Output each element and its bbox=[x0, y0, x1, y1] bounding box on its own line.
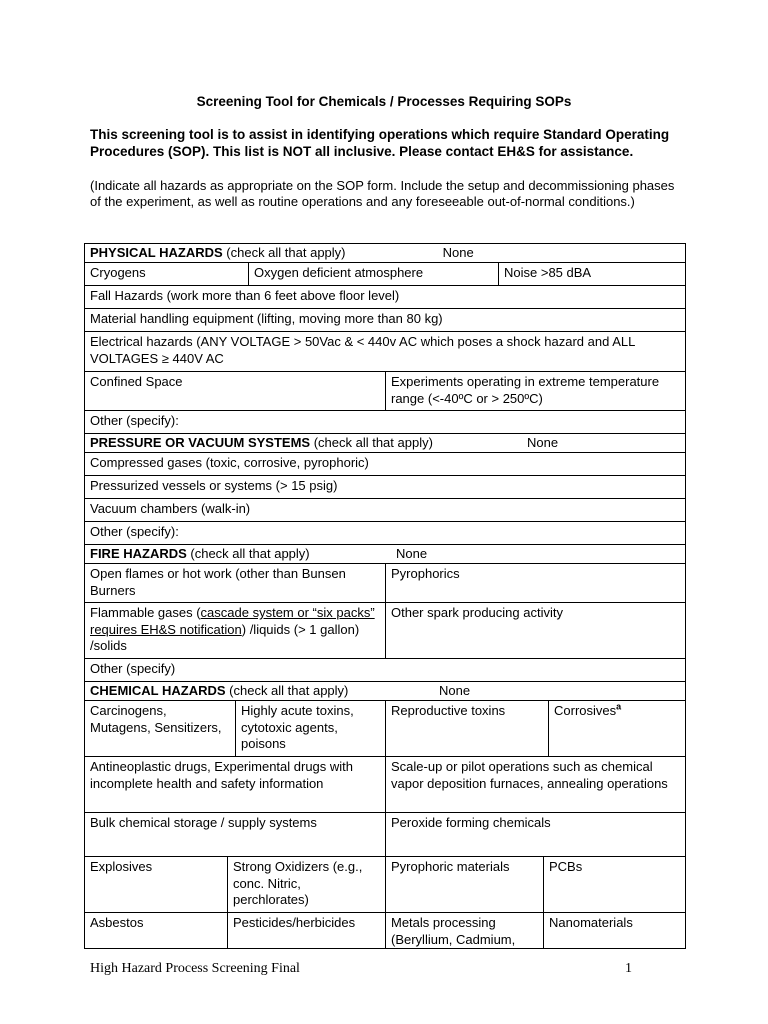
physical-hazards-header bbox=[85, 244, 685, 263]
table-row bbox=[85, 701, 685, 757]
table-row bbox=[85, 813, 685, 857]
eh-s-notification-note: cascade system or “six packs” requires EH&S notification bbox=[90, 605, 375, 637]
corrosives-option[interactable]: Corrosives$^a$ bbox=[548, 701, 685, 756]
fire-hazards-qualifier: (check all that apply) bbox=[186, 546, 310, 561]
table-row bbox=[85, 499, 685, 522]
fire-hazards-heading: FIRE HAZARDS bbox=[90, 546, 187, 561]
electrical-hazards-option[interactable]: Electrical hazards (ANY VOLTAGE > 50Vac & < 440v AC which poses a shock hazard and ALL VOLTAGES ≥ 440V AC bbox=[90, 334, 635, 366]
explosives-option[interactable]: Explosives bbox=[90, 859, 153, 874]
bulk-chemical-storage-option[interactable]: Bulk chemical storage / supply systems bbox=[90, 815, 317, 830]
footer-page-number: 1 bbox=[625, 961, 632, 976]
strong-oxidizers-option[interactable]: Strong Oxidizers (e.g., conc. Nitric, perchlorates) bbox=[227, 857, 385, 912]
antineoplastic-drugs-option[interactable]: Antineoplastic drugs, Experimental drugs with incomplete health and safety information bbox=[90, 759, 354, 791]
reproductive-toxins-option[interactable]: Reproductive toxins bbox=[385, 701, 548, 756]
table-row bbox=[85, 857, 685, 913]
table-row bbox=[85, 286, 685, 309]
fire-hazards-header bbox=[85, 545, 685, 564]
table-row bbox=[85, 913, 685, 949]
open-flames-option[interactable]: Open flames or hot work (other than Bunsen Burners bbox=[90, 566, 346, 598]
asbestos-option[interactable]: Asbestos bbox=[90, 915, 144, 930]
table-row bbox=[85, 659, 685, 682]
vacuum-chambers-option[interactable]: Vacuum chambers (walk-in) bbox=[90, 501, 251, 516]
extreme-temperature-option[interactable]: Experiments operating in extreme temperature range (<-40ºC or > 250ºC) bbox=[385, 372, 685, 410]
physical-hazards-qualifier: (check all that apply) bbox=[222, 245, 346, 260]
pyrophorics-option[interactable]: Pyrophorics bbox=[385, 564, 685, 602]
chemical-none-option[interactable]: None bbox=[439, 683, 471, 698]
cryogens-option[interactable]: Cryogens bbox=[90, 265, 146, 280]
table-row bbox=[85, 757, 685, 813]
table-row bbox=[85, 522, 685, 545]
peroxide-forming-option[interactable]: Peroxide forming chemicals bbox=[385, 813, 685, 856]
chemical-hazards-header bbox=[85, 682, 685, 701]
table-row bbox=[85, 263, 685, 286]
table-row bbox=[85, 332, 685, 372]
carcinogens-option[interactable]: Carcinogens, Mutagens, Sensitizers, bbox=[90, 703, 222, 735]
oxygen-deficient-option[interactable]: Oxygen deficient atmosphere bbox=[248, 263, 498, 285]
noise-option[interactable]: Noise >85 dBA bbox=[498, 263, 685, 285]
acute-toxins-option[interactable]: Highly acute toxins, cytotoxic agents, poisons bbox=[235, 701, 385, 756]
metals-processing-option[interactable]: Metals processing (Beryllium, Cadmium, bbox=[385, 913, 543, 949]
fall-hazards-option[interactable]: Fall Hazards (work more than 6 feet above floor level) bbox=[90, 288, 400, 303]
pesticides-option[interactable]: Pesticides/herbicides bbox=[227, 913, 385, 949]
chemical-hazards-qualifier: (check all that apply) bbox=[225, 683, 349, 698]
table-row bbox=[85, 603, 685, 659]
fire-other-option[interactable]: Other (specify) bbox=[90, 661, 176, 676]
table-row bbox=[85, 309, 685, 332]
pressure-systems-header bbox=[85, 434, 685, 453]
table-row bbox=[85, 372, 685, 411]
pressure-none-option[interactable]: None bbox=[527, 435, 559, 450]
physical-other-option[interactable]: Other (specify): bbox=[90, 413, 179, 428]
pressure-systems-heading: PRESSURE OR VACUUM SYSTEMS bbox=[90, 435, 311, 450]
compressed-gases-option[interactable]: Compressed gases (toxic, corrosive, pyrophoric) bbox=[90, 455, 369, 470]
corrosives-footnote-marker: a bbox=[616, 701, 622, 712]
confined-space-option[interactable]: Confined Space bbox=[90, 374, 183, 389]
footer-document-name: High Hazard Process Screening Final bbox=[90, 961, 300, 976]
pyrophoric-materials-option[interactable]: Pyrophoric materials bbox=[385, 857, 543, 912]
pressure-systems-qualifier: (check all that apply) bbox=[310, 435, 433, 450]
physical-none-option[interactable]: None bbox=[439, 245, 474, 260]
nanomaterials-option[interactable]: Nanomaterials bbox=[543, 913, 685, 949]
scale-up-operations-option[interactable]: Scale-up or pilot operations such as chemical vapor deposition furnaces, annealing operations bbox=[385, 757, 685, 812]
physical-hazards-heading: PHYSICAL HAZARDS bbox=[90, 245, 223, 260]
material-handling-option[interactable]: Material handling equipment (lifting, moving more than 80 kg) bbox=[90, 311, 443, 326]
table-row bbox=[85, 476, 685, 499]
table-row bbox=[85, 564, 685, 603]
pressurized-vessels-option[interactable]: Pressurized vessels or systems (> 15 psig) bbox=[90, 478, 338, 493]
table-row bbox=[85, 453, 685, 476]
flammable-gases-option[interactable]: Flammable gases (cascade system or “six packs” requires EH&S notification) /liquids (> 1 gallon) /solids bbox=[90, 605, 375, 653]
instructions-note: (Indicate all hazards as appropriate on the SOP form. Include the setup and decommissioning phases of the experiment, as well as routine operations and any foreseeable out-of-normal conditions.) bbox=[90, 178, 675, 209]
pressure-other-option[interactable]: Other (specify): bbox=[90, 524, 179, 539]
screening-table bbox=[84, 243, 686, 949]
document-title: Screening Tool for Chemicals / Processes Requiring SOPs bbox=[196, 94, 572, 109]
pcbs-option[interactable]: PCBs bbox=[543, 857, 685, 912]
intro-text: This screening tool is to assist in identifying operations which require Standard Operating Procedures (SOP). This list is NOT all inclusive. Please contact EH&S for assistance. bbox=[90, 127, 670, 159]
spark-activity-option[interactable]: Other spark producing activity bbox=[385, 603, 685, 658]
fire-none-option[interactable]: None bbox=[396, 546, 428, 561]
table-row bbox=[85, 411, 685, 434]
chemical-hazards-heading: CHEMICAL HAZARDS bbox=[90, 683, 226, 698]
